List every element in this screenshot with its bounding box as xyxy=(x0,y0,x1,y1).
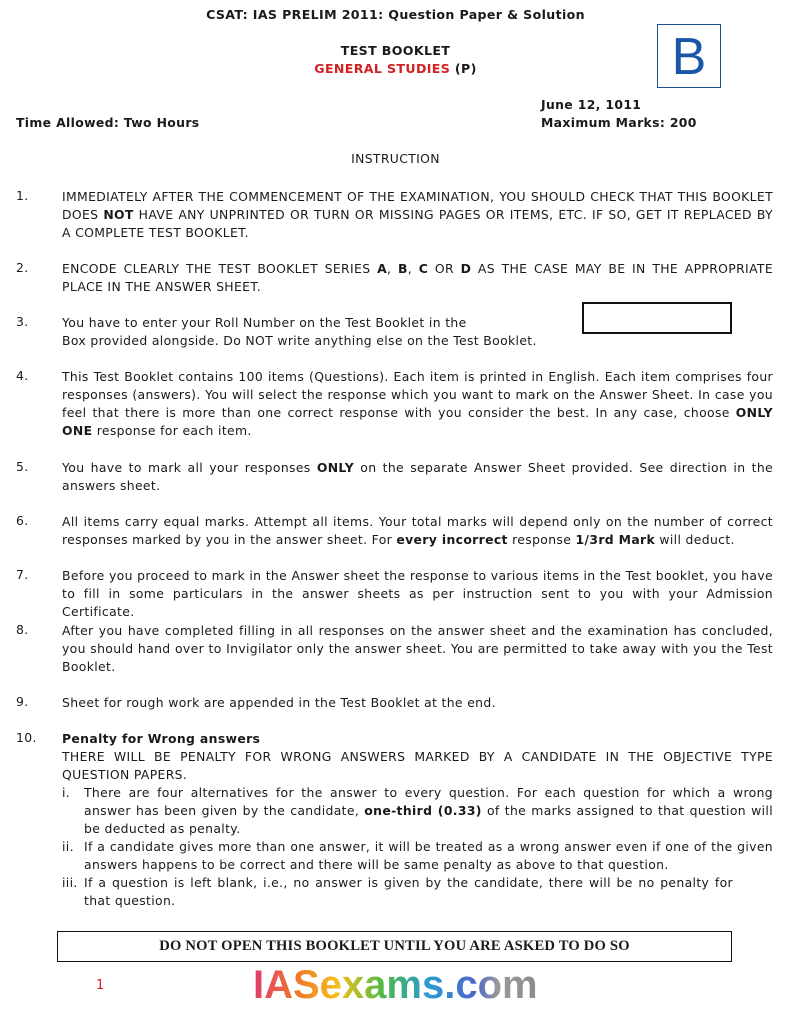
item-number: 2. xyxy=(16,260,29,275)
subject-name: GENERAL STUDIES xyxy=(314,61,451,76)
penalty-intro: THERE WILL BE PENALTY FOR WRONG ANSWERS MARKED BY A CANDIDATE IN THE OBJECTIVE TYPE QUESTION PAPERS. xyxy=(62,749,773,782)
item-number: 6. xyxy=(16,513,29,528)
penalty-sub-i: i. There are four alternatives for the answer to every question. For each question for which a wrong answer has been given by the candidate, one-third (0.33) of the marks assigned to that question will be deducted as penalty. xyxy=(62,785,773,836)
item-number: 10. xyxy=(16,730,37,745)
item-number: 9. xyxy=(16,694,29,709)
instruction-heading: INSTRUCTION xyxy=(351,151,440,166)
do-not-open-warning: DO NOT OPEN THIS BOOKLET UNTIL YOU ARE ASKED TO DO SO xyxy=(57,931,732,962)
series-letter-box: B xyxy=(657,24,721,88)
iasexams-logo: IASexams.com xyxy=(253,963,538,1007)
time-allowed: Time Allowed: Two Hours xyxy=(16,115,200,130)
instruction-2: ENCODE CLEARLY THE TEST BOOKLET SERIES A, B, C OR D AS THE CASE MAY BE IN THE APPROPRIATE PLACE IN THE ANSWER SHEET. xyxy=(62,261,774,294)
instruction-1: IMMEDIATELY AFTER THE COMMENCEMENT OF THE EXAMINATION, YOU SHOULD CHECK THAT THIS BOOKLET DOES NOT HAVE ANY UNPRINTED OR TURN OR MISSING PAGES OR ITEMS, ETC. IF SO, GET IT REPLACED BY A COMPLETE TEST BOOKLET. xyxy=(62,189,773,240)
instruction-8: After you have completed filling in all responses on the answer sheet and the examination has concluded, you should hand over to Invigilator only the answer sheet. You are permitted to take away with you the Test Booklet. xyxy=(62,623,773,674)
penalty-heading: Penalty for Wrong answers xyxy=(62,731,261,746)
penalty-sub-iii: iii. If a question is left blank, i.e., no answer is given by the candidate, there will be no penalty for that question. xyxy=(62,875,733,908)
item-number: 7. xyxy=(16,567,29,582)
max-marks: Maximum Marks: 200 xyxy=(541,115,697,130)
instruction-7: Before you proceed to mark in the Answer sheet the response to various items in the Test booklet, you have to fill in some particulars in the answer sheets as per instruction sent to you with your Admission Certificate. xyxy=(62,568,773,619)
instruction-10 xyxy=(62,730,773,910)
booklet-label: TEST BOOKLET xyxy=(340,43,451,58)
item-number: 8. xyxy=(16,622,29,637)
item-number: 1. xyxy=(16,188,29,203)
item-number: 4. xyxy=(16,368,29,383)
exam-date: June 12, 1011 xyxy=(541,97,642,112)
page-title: CSAT: IAS PRELIM 2011: Question Paper & Solution xyxy=(206,7,585,22)
instruction-5: You have to mark all your responses ONLY on the separate Answer Sheet provided. See direction in the answers sheet. xyxy=(62,460,773,493)
page-number: 1 xyxy=(96,978,105,993)
instruction-4: This Test Booklet contains 100 items (Questions). Each item is printed in English. Each item comprises four responses (answers). You will select the response which you want to mark on the Answer Sheet. In case you feel that there is more than one correct response with you consider the best. In any case, choose ONLY ONE response for each item. xyxy=(62,369,773,438)
penalty-sub-ii: ii. If a candidate gives more than one answer, it will be treated as a wrong answer even if one of the given answers happens to be correct and there will be same penalty as above to that question. xyxy=(62,839,773,872)
instruction-3: You have to enter your Roll Number on the Test Booklet in the Box provided alongside. Do NOT write anything else on the Test Booklet. xyxy=(62,315,537,348)
paper-code: (P) xyxy=(454,61,477,76)
instruction-9: Sheet for rough work are appended in the Test Booklet at the end. xyxy=(62,695,496,710)
instruction-6: All items carry equal marks. Attempt all items. Your total marks will depend only on the number of correct responses marked by you in the answer sheet. For every incorrect response 1/3rd Mark will deduct. xyxy=(62,514,773,547)
item-number: 3. xyxy=(16,314,29,329)
roll-number-box[interactable] xyxy=(582,302,732,334)
item-number: 5. xyxy=(16,459,29,474)
